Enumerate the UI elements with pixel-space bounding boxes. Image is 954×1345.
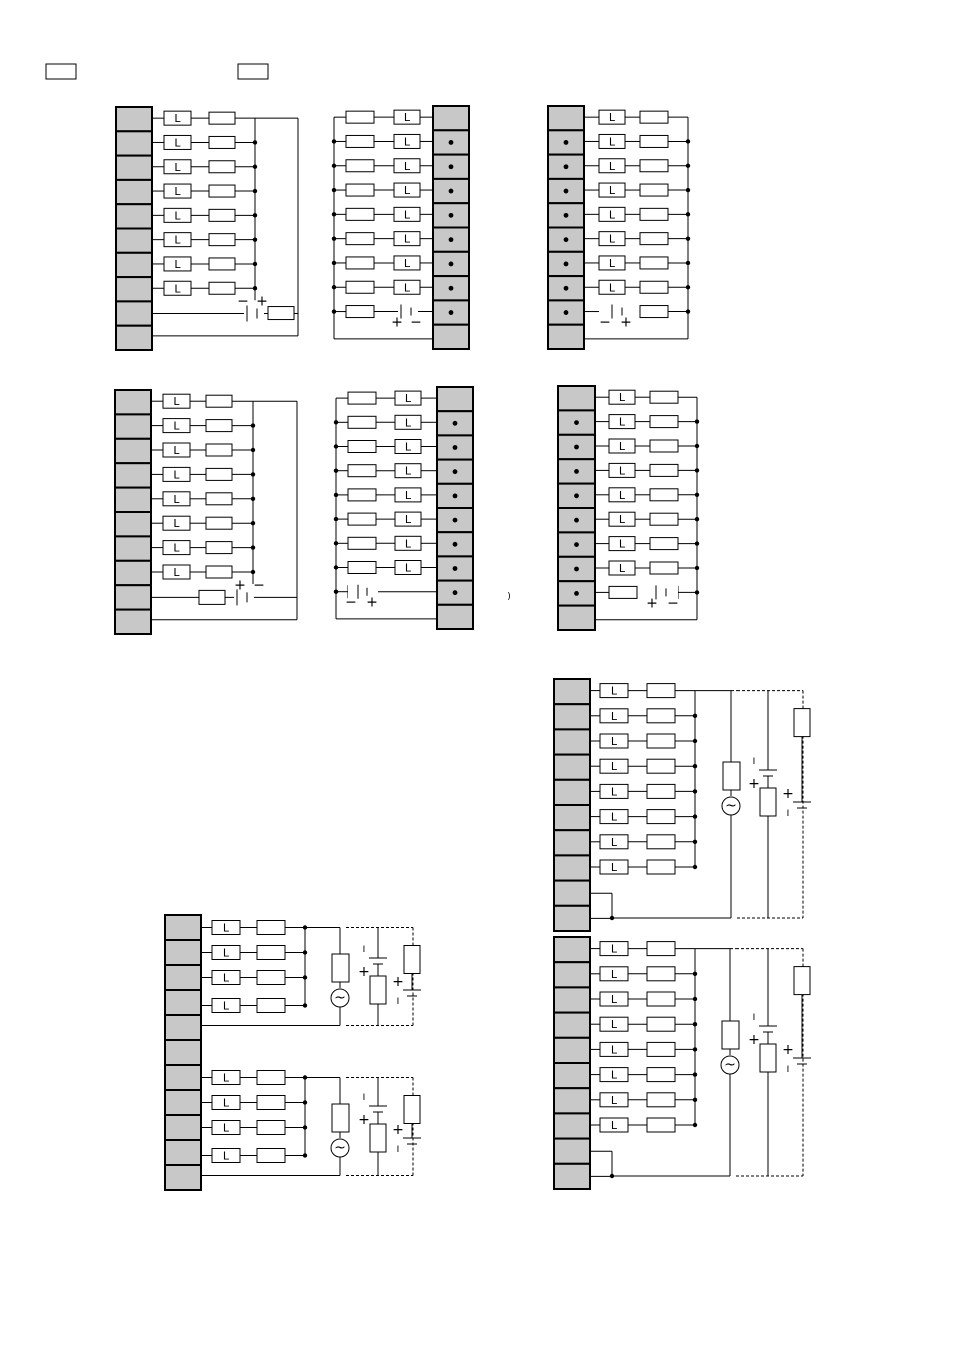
- fuse-box: [650, 489, 678, 501]
- fuse-box: [640, 306, 668, 318]
- load-label: L: [403, 208, 411, 222]
- terminal-block: [554, 1164, 590, 1189]
- fuse-box: [346, 184, 374, 196]
- terminal-block: [116, 253, 152, 277]
- load-label: L: [173, 444, 180, 457]
- fuse-box: [650, 391, 678, 403]
- minus-sign: −: [345, 594, 357, 611]
- terminal-block: [554, 962, 590, 987]
- plus-sign: +: [392, 1122, 404, 1138]
- fuse-box: [647, 1042, 675, 1056]
- fuse-box: [650, 440, 678, 452]
- fuse-box: [206, 444, 232, 456]
- fuse-box: [206, 468, 232, 480]
- header-boxes: [46, 64, 268, 79]
- junction-dot: [453, 494, 458, 499]
- fuse-box: [640, 184, 668, 196]
- fuse-box: [257, 999, 285, 1013]
- load-label: L: [610, 861, 618, 874]
- fuse-box: [650, 464, 678, 476]
- load-label: L: [618, 513, 626, 527]
- junction-dot: [574, 591, 579, 596]
- load-label: L: [610, 993, 618, 1006]
- load-label: L: [403, 135, 411, 149]
- load-label: L: [404, 416, 412, 430]
- plus-sign: +: [646, 595, 658, 612]
- fuse-box: [650, 416, 678, 428]
- load-label: L: [404, 561, 412, 575]
- terminal-block: [115, 439, 151, 463]
- diagram-sink-b: [332, 106, 469, 349]
- junction-dot: [449, 262, 454, 267]
- load-label: L: [222, 1121, 230, 1135]
- terminal-block: [165, 1040, 201, 1065]
- header-box: [46, 64, 76, 79]
- load-label: L: [222, 946, 230, 960]
- fuse-box: [794, 967, 810, 995]
- junction-dot: [449, 164, 454, 169]
- junction-dot: [564, 140, 569, 145]
- terminal-block: [115, 585, 151, 609]
- junction-dot: [564, 310, 569, 315]
- fuse-box: [257, 1149, 285, 1163]
- fuse-box: [346, 306, 374, 318]
- fuse-box: [209, 234, 235, 246]
- junction-dot: [453, 421, 458, 426]
- load-label: L: [403, 184, 411, 198]
- junction-dot: [564, 262, 569, 267]
- load-label: L: [610, 735, 618, 748]
- fuse-box: [257, 1071, 285, 1085]
- minus-sign: −: [667, 595, 679, 612]
- terminal-block: [115, 512, 151, 536]
- load-label: L: [608, 184, 616, 198]
- load-label: L: [610, 1043, 618, 1057]
- load-label: L: [173, 468, 180, 482]
- load-label: L: [608, 256, 616, 270]
- plus-sign: +: [748, 776, 760, 792]
- fuse-box: [348, 537, 376, 549]
- terminal-block: [558, 386, 595, 410]
- fuse-box: [257, 971, 285, 985]
- load-label: L: [403, 159, 411, 173]
- fuse-box: [348, 441, 376, 453]
- load-label: L: [173, 492, 180, 506]
- load-label: L: [222, 1149, 230, 1163]
- ac-source-symbol: ~: [725, 798, 737, 814]
- diagram-source-c: [558, 386, 699, 630]
- diagram-relay-8-bottom: [554, 937, 811, 1189]
- terminal-block: [116, 204, 152, 228]
- terminal-block: [165, 1090, 201, 1115]
- fuse-box: [206, 566, 232, 578]
- minus-sign: −: [599, 314, 611, 331]
- junction-dot: [453, 590, 458, 595]
- load-label: L: [174, 112, 181, 126]
- fuse-box: [332, 1104, 349, 1132]
- load-label: L: [610, 1018, 618, 1032]
- terminal-block: [115, 610, 151, 634]
- fuse-box: [647, 1118, 675, 1132]
- fuse-box: [760, 1044, 776, 1072]
- terminal-block: [165, 1015, 201, 1040]
- junction-dot: [449, 286, 454, 291]
- terminal-block: [116, 277, 152, 301]
- fuse-box: [647, 835, 675, 849]
- fuse-box: [404, 1096, 420, 1124]
- fuse-box: [346, 208, 374, 220]
- terminal-block: [554, 780, 590, 805]
- load-label: L: [610, 1068, 618, 1082]
- load-label: L: [174, 257, 181, 271]
- load-label: L: [404, 392, 412, 406]
- terminal-block: [116, 107, 152, 131]
- terminal-block: [165, 940, 201, 965]
- polarity-bar: I: [396, 997, 400, 1007]
- terminal-block: [116, 156, 152, 180]
- fuse-box: [209, 161, 235, 173]
- load-label: L: [618, 488, 626, 502]
- junction-dot: [574, 518, 579, 523]
- fuse-box: [209, 185, 235, 197]
- junction-dot: [453, 445, 458, 450]
- load-label: L: [618, 440, 626, 453]
- fuse-box: [268, 307, 294, 320]
- terminal-block: [554, 805, 590, 830]
- fuse-box: [722, 1021, 739, 1049]
- terminal-block: [165, 1065, 201, 1090]
- terminal-block: [165, 915, 201, 940]
- fuse-box: [199, 590, 225, 604]
- polarity-bar: I: [362, 1093, 366, 1103]
- load-label: L: [222, 1071, 230, 1085]
- load-label: L: [618, 415, 626, 429]
- diagram-source-b: [334, 387, 511, 629]
- fuse-box: [209, 258, 235, 270]
- load-label: L: [610, 709, 618, 723]
- junction-dot: [449, 189, 454, 194]
- terminal-block: [554, 1139, 590, 1164]
- plus-sign: +: [748, 1032, 760, 1048]
- plus-sign: +: [391, 314, 403, 331]
- load-label: L: [610, 785, 618, 799]
- load-label: L: [222, 921, 230, 935]
- load-label: L: [618, 537, 626, 551]
- fuse-box: [647, 992, 675, 1006]
- plus-sign: +: [620, 314, 632, 331]
- load-label: L: [404, 537, 412, 551]
- fuse-box: [647, 759, 675, 773]
- terminal-block: [554, 1113, 590, 1138]
- load-label: L: [610, 684, 618, 698]
- fuse-box: [206, 517, 232, 529]
- junction-dot: [574, 469, 579, 474]
- terminal-block: [115, 390, 151, 414]
- load-label: L: [610, 810, 618, 824]
- fuse-box: [370, 1124, 386, 1152]
- terminal-block: [554, 679, 590, 704]
- fuse-box: [647, 1068, 675, 1082]
- plus-sign: +: [392, 974, 404, 990]
- fuse-box: [348, 465, 376, 477]
- junction-dot: [564, 164, 569, 169]
- fuse-box: [370, 976, 386, 1004]
- terminal-block: [554, 755, 590, 780]
- terminal-block: [554, 855, 590, 880]
- junction-dot: [453, 518, 458, 523]
- junction-dot: [564, 213, 569, 218]
- terminal-block: [437, 387, 473, 411]
- terminal-block: [165, 1165, 201, 1190]
- fuse-box: [257, 1121, 285, 1135]
- fuse-box: [346, 281, 374, 293]
- load-label: L: [403, 256, 411, 270]
- load-label: L: [222, 1096, 230, 1110]
- terminal-block: [165, 1140, 201, 1165]
- fuse-box: [346, 233, 374, 245]
- fuse-box: [348, 562, 376, 574]
- junction-dot: [449, 213, 454, 218]
- fuse-box: [348, 416, 376, 428]
- polarity-bar: I: [786, 809, 790, 819]
- plus-sign: +: [358, 964, 370, 980]
- load-label: L: [404, 488, 412, 502]
- terminal-block: [165, 965, 201, 990]
- fuse-box: [723, 762, 740, 790]
- load-label: L: [173, 541, 180, 555]
- plus-sign: +: [358, 1112, 370, 1128]
- terminal-block: [554, 830, 590, 855]
- fuse-box: [209, 136, 235, 148]
- diagram-sink-a: [116, 107, 298, 350]
- load-label: L: [404, 440, 412, 454]
- terminal-block: [554, 704, 590, 729]
- junction-dot: [449, 140, 454, 145]
- polarity-bar: I: [786, 1065, 790, 1075]
- fuse-box: [348, 489, 376, 501]
- junction-dot: [449, 310, 454, 315]
- terminal-block: [116, 229, 152, 253]
- load-label: L: [618, 391, 626, 405]
- fuse-box: [348, 392, 376, 404]
- diagram-relay-8-top: [554, 679, 811, 931]
- fuse-box: [650, 562, 678, 574]
- fuse-box: [640, 281, 668, 293]
- load-label: L: [608, 208, 616, 222]
- load-label: L: [174, 185, 181, 199]
- fuse-box: [348, 513, 376, 525]
- load-label: L: [404, 464, 412, 478]
- fuse-box: [647, 1093, 675, 1107]
- fuse-box: [346, 160, 374, 172]
- load-label: L: [403, 232, 411, 246]
- terminal-block: [554, 1088, 590, 1113]
- load-label: L: [404, 513, 412, 527]
- load-label: L: [608, 111, 616, 125]
- plus-sign: +: [782, 786, 794, 802]
- junction-dot: [453, 542, 458, 547]
- load-label: L: [222, 999, 230, 1013]
- load-label: L: [608, 232, 616, 246]
- terminal-block: [437, 605, 473, 629]
- terminal-block: [116, 326, 152, 350]
- fuse-box: [794, 709, 810, 737]
- load-label: L: [608, 281, 616, 295]
- fuse-box: [206, 420, 232, 432]
- terminal-block: [548, 106, 584, 130]
- junction-dot: [574, 420, 579, 425]
- fuse-box: [640, 111, 668, 123]
- fuse-box: [650, 513, 678, 525]
- load-label: L: [610, 835, 618, 849]
- junction-dot: [574, 493, 579, 498]
- junction-dot: [453, 469, 458, 474]
- terminal-block: [116, 301, 152, 325]
- fuse-box: [346, 111, 374, 123]
- terminal-block: [433, 106, 469, 130]
- ac-source-symbol: ~: [724, 1057, 736, 1073]
- fuse-box: [257, 921, 285, 935]
- load-label: L: [174, 136, 181, 150]
- ac-source-symbol: ~: [334, 990, 346, 1006]
- minus-sign: −: [253, 577, 265, 594]
- junction-dot: [564, 286, 569, 291]
- fuse-box: [332, 954, 349, 982]
- fuse-box: [346, 257, 374, 269]
- load-label: L: [610, 1119, 618, 1132]
- load-label: L: [174, 209, 181, 223]
- terminal-block: [115, 561, 151, 585]
- fuse-box: [404, 946, 420, 974]
- load-label: L: [222, 971, 230, 985]
- fuse-box: [257, 946, 285, 960]
- load-label: L: [174, 282, 181, 296]
- fuse-box: [760, 788, 776, 816]
- diagram-source-a: [115, 390, 297, 634]
- fuse-box: [609, 586, 637, 598]
- fuse-box: [206, 395, 232, 407]
- junction-dot: [564, 237, 569, 242]
- terminal-block: [558, 606, 595, 630]
- ac-source-symbol: ~: [334, 1140, 346, 1156]
- fuse-box: [647, 784, 675, 798]
- terminal-block: [554, 1013, 590, 1038]
- minus-sign: −: [237, 293, 249, 310]
- fuse-box: [647, 942, 675, 956]
- plus-sign: +: [234, 577, 246, 594]
- polarity-bar: I: [396, 1145, 400, 1155]
- plus-sign: +: [782, 1042, 794, 1058]
- load-label: L: [610, 942, 618, 956]
- load-label: L: [173, 395, 180, 409]
- load-label: L: [173, 566, 180, 579]
- fuse-box: [647, 734, 675, 748]
- terminal-block: [554, 1038, 590, 1063]
- load-label: L: [610, 967, 618, 981]
- terminal-block: [115, 414, 151, 438]
- load-label: L: [173, 419, 180, 433]
- fuse-box: [257, 1096, 285, 1110]
- fuse-box: [647, 967, 675, 981]
- load-label: L: [608, 159, 616, 173]
- junction-dot: [574, 445, 579, 450]
- fuse-box: [647, 1017, 675, 1031]
- stray-mark: ): [507, 592, 511, 602]
- terminal-block: [116, 180, 152, 204]
- terminal-block: [115, 488, 151, 512]
- minus-sign: −: [410, 314, 422, 331]
- header-box: [238, 64, 268, 79]
- terminal-block: [554, 987, 590, 1012]
- fuse-box: [647, 810, 675, 824]
- polarity-bar: I: [362, 945, 366, 955]
- polarity-bar: I: [752, 1013, 756, 1023]
- fuse-box: [640, 233, 668, 245]
- load-label: L: [618, 562, 626, 575]
- load-label: L: [618, 464, 626, 478]
- fuse-box: [209, 282, 235, 294]
- plus-sign: +: [256, 293, 268, 310]
- load-label: L: [608, 135, 616, 149]
- fuse-box: [206, 542, 232, 554]
- terminal-block: [554, 881, 590, 906]
- polarity-bar: I: [752, 757, 756, 767]
- load-label: L: [173, 517, 180, 531]
- plus-sign: +: [366, 594, 378, 611]
- fuse-box: [647, 684, 675, 698]
- load-label: L: [403, 281, 411, 295]
- fuse-box: [640, 160, 668, 172]
- terminal-block: [165, 1115, 201, 1140]
- diagram-sink-c: [548, 106, 690, 349]
- load-label: L: [174, 233, 181, 247]
- fuse-box: [209, 209, 235, 221]
- junction-dot: [574, 542, 579, 547]
- junction-dot: [453, 566, 458, 571]
- terminal-block: [116, 131, 152, 155]
- load-label: L: [610, 1093, 618, 1107]
- load-label: L: [403, 111, 411, 125]
- terminal-block: [554, 906, 590, 931]
- load-label: L: [174, 160, 181, 174]
- fuse-box: [647, 709, 675, 723]
- fuse-box: [206, 493, 232, 505]
- terminal-block: [554, 1063, 590, 1088]
- junction-dot: [564, 189, 569, 194]
- terminal-block: [554, 729, 590, 754]
- fuse-box: [346, 135, 374, 147]
- junction-dot: [574, 567, 579, 572]
- terminal-block: [554, 937, 590, 962]
- terminal-block: [115, 463, 151, 487]
- fuse-box: [640, 257, 668, 269]
- terminal-block: [433, 325, 469, 349]
- fuse-box: [640, 135, 668, 147]
- load-label: L: [610, 760, 618, 774]
- terminal-block: [115, 536, 151, 560]
- fuse-box: [647, 860, 675, 874]
- terminal-block: [165, 990, 201, 1015]
- fuse-box: [209, 112, 235, 124]
- fuse-box: [640, 208, 668, 220]
- junction-dot: [449, 237, 454, 242]
- terminal-block: [548, 325, 584, 349]
- diagram-relay-4x2: [165, 915, 421, 1190]
- fuse-box: [650, 538, 678, 550]
